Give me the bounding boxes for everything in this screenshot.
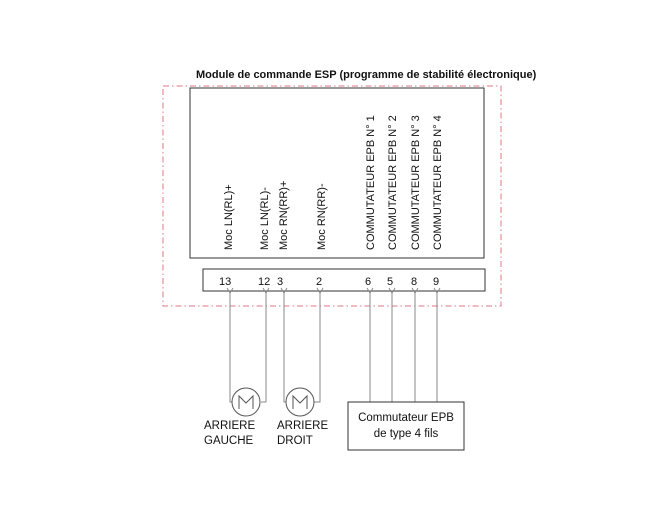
epb-switch-label-2: de type 4 fils [373,428,439,440]
pin-12: 12 [258,276,271,288]
pin-6: 6 [365,276,372,288]
epb-switch-label-1: Commutateur EPB [358,412,454,424]
connector-strip [203,269,485,291]
motor-rear-right-label-2: DROIT [277,435,313,447]
signal-epb-1: COMMUTATEUR EPB N° 1 [365,115,377,250]
motor-rear-left-label-1: ARRIERE [204,420,256,432]
pin-5: 5 [387,276,394,288]
signal-epb-4: COMMUTATEUR EPB N° 4 [432,115,444,250]
pin-8: 8 [411,276,418,288]
module-title: Module de commande ESP (programme de stabilité électronique) [196,69,537,81]
signal-moc-rn-rr-minus: Moc RN(RR)- [316,183,328,250]
wire-pin-3 [284,293,286,402]
motor-rear-right-icon [286,388,314,416]
motor-rear-left-icon [232,388,260,416]
pin-9: 9 [433,276,440,288]
epb-switch-box [348,402,464,450]
pin-3: 3 [277,276,284,288]
signal-moc-rn-rr-plus: Moc RN(RR)+ [278,180,290,250]
signal-moc-ln-rl-minus: Moc LN(RL)- [259,187,271,250]
wire-pin-12 [261,293,266,402]
signal-moc-ln-rl-plus: Moc LN(RL)+ [223,184,235,250]
motor-rear-left-label-2: GAUCHE [204,435,254,447]
wire-pin-13 [230,293,232,402]
pin-13: 13 [219,276,232,288]
signal-epb-3: COMMUTATEUR EPB N° 3 [410,115,422,250]
motor-rear-right-label-1: ARRIERE [277,420,329,432]
wire-pin-2 [314,293,320,402]
esp-module-outline [163,86,501,306]
signal-epb-2: COMMUTATEUR EPB N° 2 [387,115,399,250]
pin-2: 2 [316,276,323,288]
